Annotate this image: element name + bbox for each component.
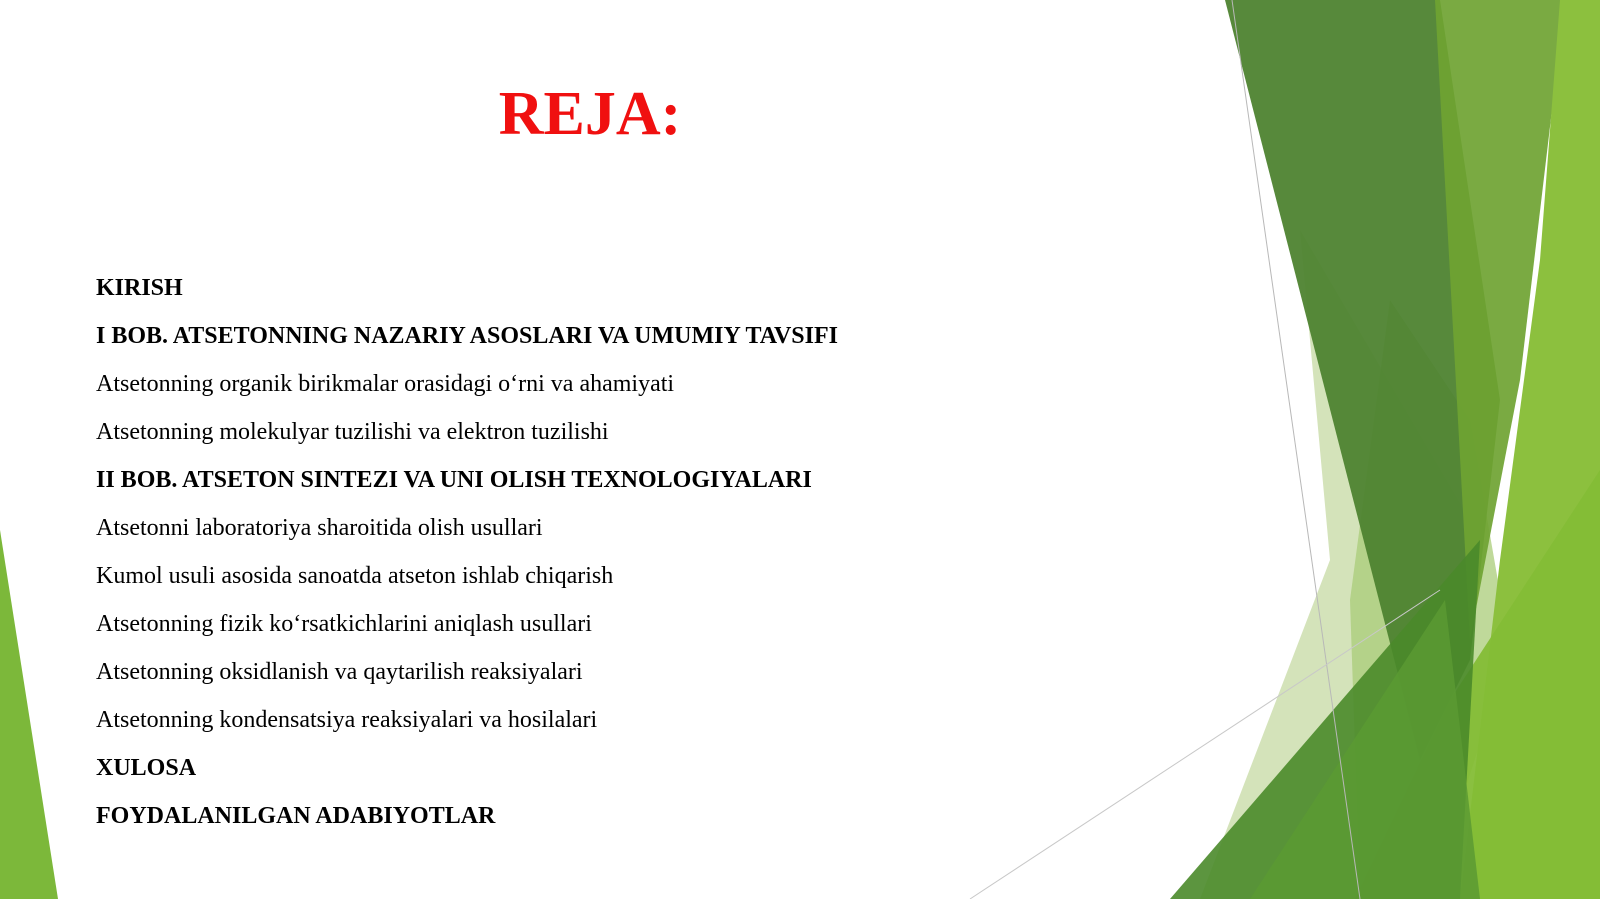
outline-list	[96, 264, 838, 840]
outline-item: XULOSA	[96, 755, 197, 781]
slide-title: REJA:	[498, 80, 682, 148]
outline-item: KIRISH	[96, 275, 183, 301]
outline-item: FOYDALANILGAN ADABIYOTLAR	[96, 803, 496, 829]
left-green-sliver	[0, 530, 58, 899]
outline-item: Atsetonni laboratoriya sharoitida olish usullari	[96, 515, 543, 541]
outline-item: Atsetonning molekulyar tuzilishi va elektron tuzilishi	[96, 419, 609, 445]
outline-item: Atsetonning kondensatsiya reaksiyalari va hosilalari	[96, 707, 598, 733]
outline-item: Kumol usuli asosida sanoatda atseton ishlab chiqarish	[96, 563, 614, 589]
outline-item: Atsetonning fizik ko‘rsatkichlarini aniqlash usullari	[96, 611, 592, 637]
outline-item: Atsetonning organik birikmalar orasidagi o‘rni va ahamiyati	[96, 371, 675, 397]
outline-item: I BOB. ATSETONNING NAZARIY ASOSLARI VA UMUMIY TAVSIFI	[96, 323, 838, 349]
outline-item: Atsetonning oksidlanish va qaytarilish reaksiyalari	[96, 659, 583, 685]
outline-item: II BOB. ATSETON SINTEZI VA UNI OLISH TEXNOLOGIYALARI	[96, 467, 812, 493]
